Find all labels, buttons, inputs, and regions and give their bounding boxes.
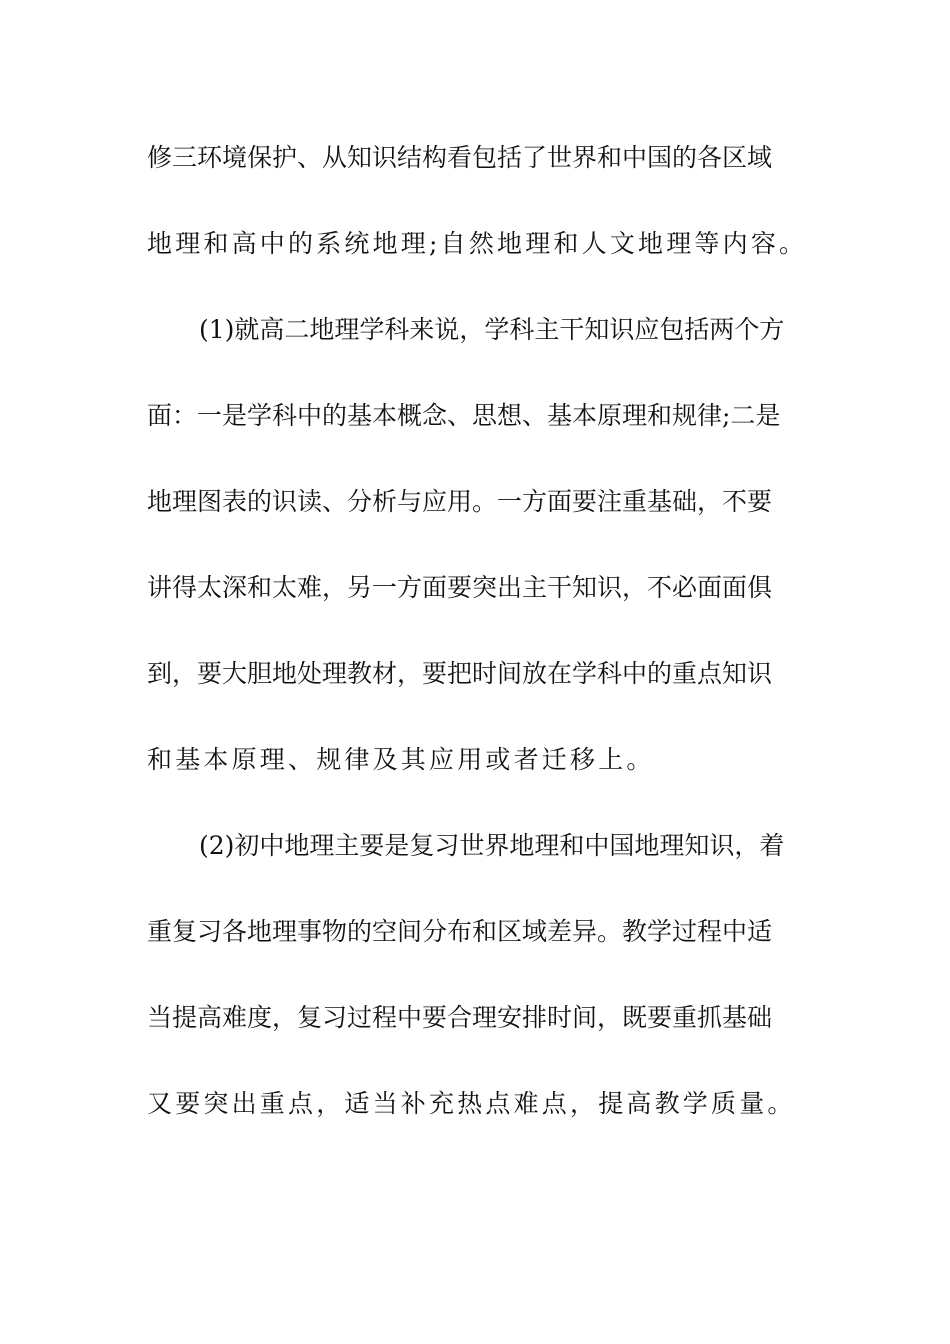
text-line: 修三环境保护、从知识结构看包括了世界和中国的各区域 bbox=[147, 143, 773, 172]
paragraph-start-line: (2)初中地理主要是复习世界地理和中国地理知识，着 bbox=[199, 831, 785, 860]
text-line: 讲得太深和太难，另一方面要突出主干知识，不必面面俱 bbox=[147, 573, 773, 602]
text-line: 又要突出重点，适当补充热点难点，提高教学质量。 bbox=[147, 1089, 796, 1118]
text-line: 地理图表的识读、分析与应用。一方面要注重基础，不要 bbox=[147, 487, 773, 516]
text-line: 和基本原理、规律及其应用或者迁移上。 bbox=[147, 745, 655, 774]
text-line: 地理和高中的系统地理;自然地理和人文地理等内容。 bbox=[147, 229, 808, 258]
text-line: 重复习各地理事物的空间分布和区域差异。教学过程中适 bbox=[147, 917, 773, 946]
text-line: 当提高难度，复习过程中要合理安排时间，既要重抓基础 bbox=[147, 1003, 773, 1032]
paragraph-start-line: (1)就高二地理学科来说，学科主干知识应包括两个方 bbox=[199, 315, 785, 344]
text-line: 面：一是学科中的基本概念、思想、基本原理和规律;二是 bbox=[147, 401, 781, 430]
text-line: 到，要大胆地处理教材，要把时间放在学科中的重点知识 bbox=[147, 659, 773, 688]
